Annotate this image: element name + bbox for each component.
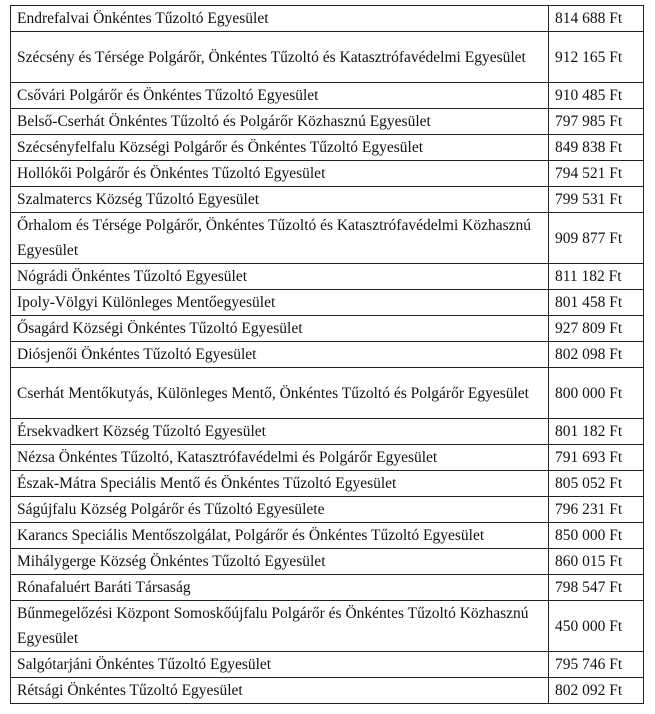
- grant-amount: 850 000 Ft: [549, 523, 644, 549]
- table-row: [11, 83, 644, 109]
- organization-name: Ságújfalu Község Polgárőr és Tűzoltó Egyesülete: [11, 497, 549, 523]
- table-row: [11, 316, 644, 342]
- table-row: [11, 213, 644, 264]
- organization-name: Endrefalvai Önkéntes Tűzoltó Egyesület: [11, 6, 549, 32]
- organization-name: Diósjenői Önkéntes Tűzoltó Egyesület: [11, 342, 549, 368]
- table-row: [11, 419, 644, 445]
- organization-name: Cserhát Mentőkutyás, Különleges Mentő, Önkéntes Tűzoltó és Polgárőr Egyesület: [11, 368, 549, 419]
- grant-amount: 799 531 Ft: [549, 187, 644, 213]
- grant-amount: 912 165 Ft: [549, 32, 644, 83]
- table-row: [11, 187, 644, 213]
- organization-name: Őrhalom és Térsége Polgárőr, Önkéntes Tűzoltó és Katasztrófavédelmi Közhasznú Egyesület: [11, 213, 549, 264]
- grant-amount: 791 693 Ft: [549, 445, 644, 471]
- table-row: [11, 135, 644, 161]
- organization-name: Szécsényfelfalu Községi Polgárőr és Önkéntes Tűzoltó Egyesület: [11, 135, 549, 161]
- organization-name: Salgótarjáni Önkéntes Tűzoltó Egyesület: [11, 652, 549, 678]
- table-row: [11, 445, 644, 471]
- table-row: [11, 342, 644, 368]
- table-row: [11, 109, 644, 135]
- organization-name: Karancs Speciális Mentőszolgálat, Polgárőr és Önkéntes Tűzoltó Egyesület: [11, 523, 549, 549]
- organization-name: Nézsa Önkéntes Tűzoltó, Katasztrófavédelmi és Polgárőr Egyesület: [11, 445, 549, 471]
- grant-amount: 450 000 Ft: [549, 601, 644, 652]
- table-row: [11, 549, 644, 575]
- organization-name: Bűnmegelőzési Központ Somoskőújfalu Polgárőr és Önkéntes Tűzoltó Közhasznú Egyesület: [11, 601, 549, 652]
- grants-table: [10, 5, 644, 704]
- grant-amount: 814 688 Ft: [549, 6, 644, 32]
- grant-amount: 927 809 Ft: [549, 316, 644, 342]
- table-row: [11, 290, 644, 316]
- organization-name: Érsekvadkert Község Tűzoltó Egyesület: [11, 419, 549, 445]
- table-row: [11, 471, 644, 497]
- organization-name: Rónafaluért Baráti Társaság: [11, 575, 549, 601]
- grant-amount: 800 000 Ft: [549, 368, 644, 419]
- grant-amount: 910 485 Ft: [549, 83, 644, 109]
- organization-name: Ipoly-Völgyi Különleges Mentőegyesület: [11, 290, 549, 316]
- organization-name: Ősagárd Községi Önkéntes Tűzoltó Egyesület: [11, 316, 549, 342]
- grant-amount: 794 521 Ft: [549, 161, 644, 187]
- organization-name: Szécsény és Térsége Polgárőr, Önkéntes Tűzoltó és Katasztrófavédelmi Egyesület: [11, 32, 549, 83]
- grant-amount: 798 547 Ft: [549, 575, 644, 601]
- grant-amount: 802 098 Ft: [549, 342, 644, 368]
- grant-amount: 801 458 Ft: [549, 290, 644, 316]
- organization-name: Rétsági Önkéntes Tűzoltó Egyesület: [11, 678, 549, 704]
- grant-amount: 802 092 Ft: [549, 678, 644, 704]
- grant-amount: 909 877 Ft: [549, 213, 644, 264]
- grant-amount: 795 746 Ft: [549, 652, 644, 678]
- organization-name: Mihálygerge Község Önkéntes Tűzoltó Egyesület: [11, 549, 549, 575]
- table-row: [11, 161, 644, 187]
- table-row: [11, 575, 644, 601]
- grant-amount: 811 182 Ft: [549, 264, 644, 290]
- grant-amount: 860 015 Ft: [549, 549, 644, 575]
- organization-name: Nógrádi Önkéntes Tűzoltó Egyesület: [11, 264, 549, 290]
- organization-name: Szalmatercs Község Tűzoltó Egyesület: [11, 187, 549, 213]
- grant-amount: 849 838 Ft: [549, 135, 644, 161]
- table-row: [11, 32, 644, 83]
- table-row: [11, 368, 644, 419]
- grant-amount: 805 052 Ft: [549, 471, 644, 497]
- table-row: [11, 601, 644, 652]
- table-row: [11, 497, 644, 523]
- table-row: [11, 523, 644, 549]
- table-row: [11, 678, 644, 704]
- organization-name: Belső-Cserhát Önkéntes Tűzoltó és Polgárőr Közhasznú Egyesület: [11, 109, 549, 135]
- organization-name: Hollókői Polgárőr és Önkéntes Tűzoltó Egyesület: [11, 161, 549, 187]
- table-row: [11, 652, 644, 678]
- table-row: [11, 264, 644, 290]
- grant-amount: 797 985 Ft: [549, 109, 644, 135]
- grant-amount: 796 231 Ft: [549, 497, 644, 523]
- organization-name: Csővári Polgárőr és Önkéntes Tűzoltó Egyesület: [11, 83, 549, 109]
- grant-amount: 801 182 Ft: [549, 419, 644, 445]
- organization-name: Észak-Mátra Speciális Mentő és Önkéntes Tűzoltó Egyesület: [11, 471, 549, 497]
- table-row: [11, 6, 644, 32]
